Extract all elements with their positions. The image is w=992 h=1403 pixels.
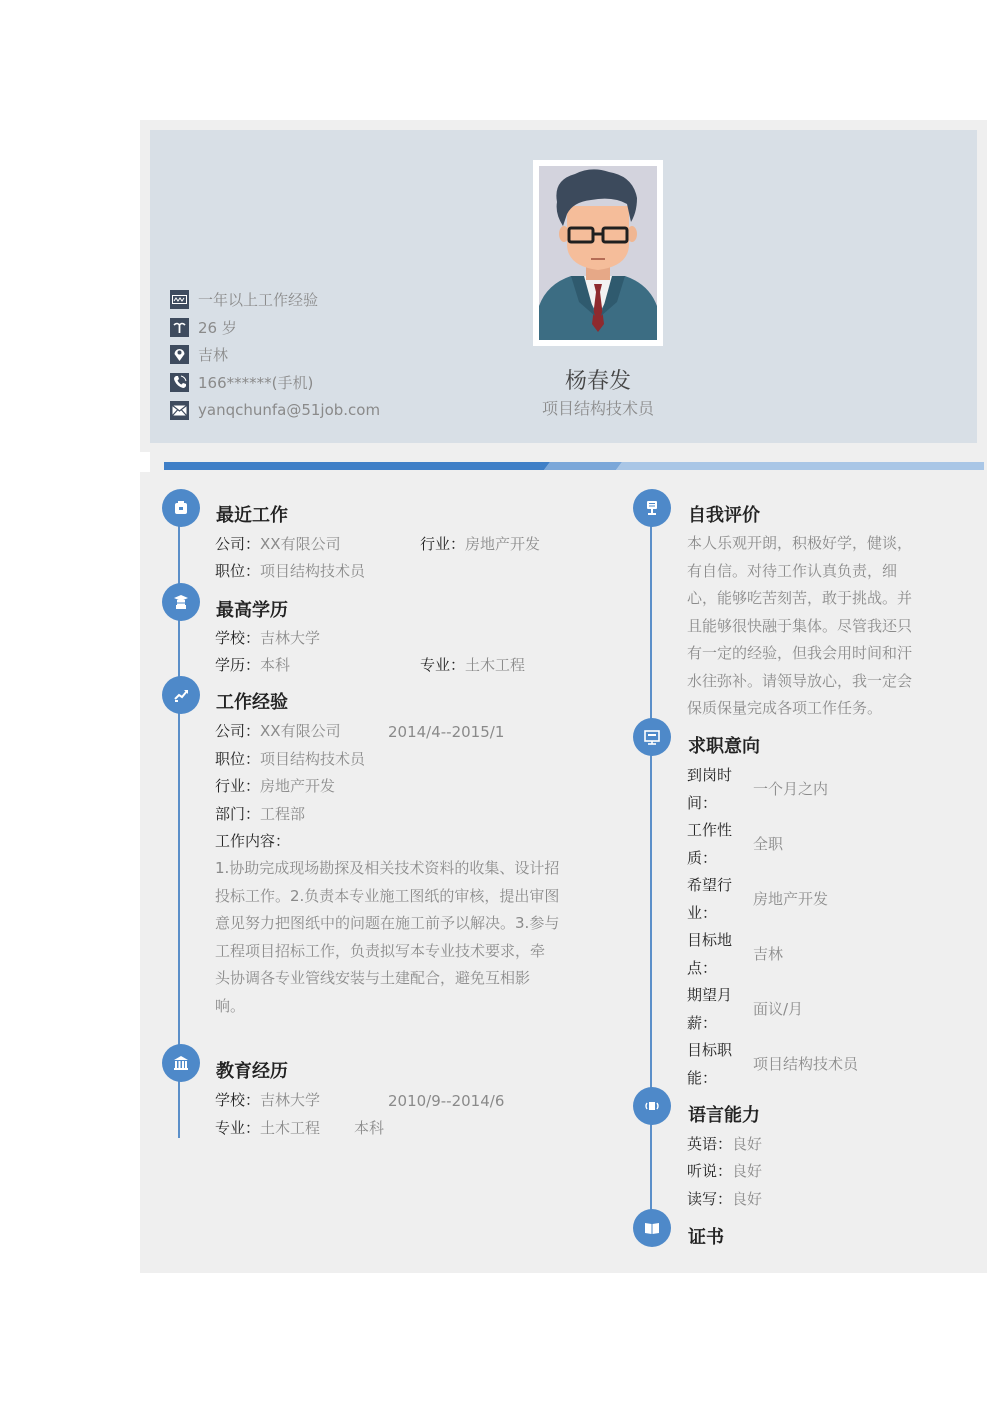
info-age	[170, 317, 237, 337]
eval-line: 且能够很快融于集体。尽管我还只	[687, 616, 913, 635]
section-title-work-exp: 工作经验	[216, 692, 288, 713]
label: 学校：	[215, 1091, 261, 1109]
info-text: 吉林	[198, 345, 229, 364]
value: 工程部	[260, 805, 306, 823]
recent-work-icon	[162, 489, 200, 527]
exp-period: 2014/4--2015/1	[388, 723, 505, 741]
header-gap	[140, 452, 150, 472]
label: 职位：	[215, 750, 261, 768]
exp-position	[215, 749, 365, 769]
job-intent-icon	[633, 718, 671, 756]
recent-position	[215, 561, 365, 581]
avatar	[533, 160, 663, 346]
value: 土木工程	[260, 1119, 321, 1137]
eval-line: 有自信。对待工作认真负责，细	[687, 561, 898, 580]
intent-label: 期望月	[687, 986, 733, 1004]
eval-line: 保质保量完成各项工作任务。	[687, 699, 883, 717]
eval-line: 本人乐观开朗，积极好学，健谈，	[687, 534, 913, 552]
intent-value: 一个月之内	[753, 780, 829, 798]
info-location	[170, 344, 228, 364]
language-item	[687, 1161, 762, 1181]
label: 职位：	[215, 562, 261, 580]
info-phone	[170, 372, 313, 392]
mail-icon	[170, 401, 189, 420]
section-title-self-eval: 自我评价	[688, 505, 760, 526]
education-major	[215, 1118, 320, 1138]
value: 房地产开发	[260, 777, 336, 795]
edu-school	[215, 628, 320, 648]
intent-label: 到岗时	[687, 766, 733, 784]
eval-line: 心，能够吃苦刻苦，敢于挑战。并	[687, 589, 913, 607]
intent-label: 工作性	[687, 821, 733, 839]
education-period: 2010/9--2014/6	[388, 1092, 505, 1110]
location-pin-icon	[170, 345, 189, 364]
intent-label: 间：	[687, 794, 718, 812]
self-evaluation-icon	[633, 489, 671, 527]
book-icon	[633, 1209, 671, 1247]
info-text: yanqchunfa@51job.com	[198, 401, 381, 419]
briefcase-icon	[170, 290, 189, 309]
value: 良好	[732, 1190, 763, 1208]
intent-value: 项目结构技术员	[753, 1055, 859, 1073]
exp-company	[215, 721, 341, 741]
intent-label: 业：	[687, 904, 718, 922]
section-title-education: 教育经历	[216, 1061, 288, 1082]
exp-content-label: 工作内容：	[215, 832, 291, 850]
value: 吉林大学	[260, 1091, 321, 1109]
content-line: 头协调各专业管线安装与土建配合，避免互相影	[215, 969, 531, 987]
label: 学校：	[215, 629, 261, 647]
recent-company	[215, 534, 341, 554]
value: 良好	[732, 1135, 763, 1153]
label: 专业：	[420, 656, 466, 674]
label: 英语：	[687, 1135, 733, 1153]
content-line: 工程项目招标工作，负责拟写本专业技术要求，牵	[215, 941, 546, 960]
value: 项目结构技术员	[260, 750, 366, 768]
speaker-icon	[633, 1087, 671, 1125]
value: 项目结构技术员	[260, 562, 366, 580]
section-divider-band	[164, 462, 984, 470]
language-item	[687, 1189, 762, 1209]
label: 行业：	[420, 535, 466, 553]
value: 良好	[732, 1162, 763, 1180]
intent-label: 质：	[687, 849, 718, 867]
intent-value: 全职	[753, 835, 784, 853]
education-degree: 本科	[354, 1119, 385, 1137]
eval-line: 水往弥补。请领导放心，我一定会	[687, 671, 913, 690]
info-text: 26 岁	[198, 318, 237, 337]
section-title-certificates: 证书	[688, 1227, 724, 1248]
work-experience-icon	[162, 676, 200, 714]
edu-major	[420, 655, 525, 675]
age-icon	[170, 318, 189, 337]
intent-label: 能：	[687, 1069, 718, 1087]
label: 专业：	[215, 1119, 261, 1137]
self-eval-text	[687, 530, 927, 723]
eval-line: 有一定的经验，但我会用时间和汗	[687, 644, 913, 662]
recent-industry	[420, 534, 540, 554]
education-school	[215, 1090, 320, 1110]
exp-department	[215, 804, 305, 824]
value: 吉林大学	[260, 629, 321, 647]
section-title-job-intent: 求职意向	[688, 736, 760, 757]
intent-label: 点：	[687, 959, 718, 977]
label: 读写：	[687, 1190, 733, 1208]
value: 房地产开发	[465, 535, 541, 553]
value: XX有限公司	[260, 722, 341, 740]
intent-label: 目标地	[687, 931, 733, 949]
intent-value: 房地产开发	[753, 890, 829, 908]
phone-icon	[170, 373, 189, 392]
section-title-highest-edu: 最高学历	[216, 600, 288, 621]
content-line: 意见努力把图纸中的问题在施工前予以解决。3.参与	[215, 914, 560, 932]
exp-content	[215, 855, 565, 1020]
label: 公司：	[215, 535, 261, 553]
label: 听说：	[687, 1162, 733, 1180]
language-item	[687, 1134, 762, 1154]
intent-label: 薪：	[687, 1014, 718, 1032]
content-line: 1.协助完成现场勘探及相关技术资料的收集、设计招	[215, 859, 560, 877]
intent-label: 希望行	[687, 876, 733, 894]
info-email	[170, 400, 380, 420]
info-text: 166******(手机)	[198, 373, 314, 392]
avatar-illustration	[539, 166, 657, 340]
intent-label: 目标职	[687, 1041, 733, 1059]
candidate-job-title: 项目结构技术员	[541, 399, 654, 418]
section-title-recent-work: 最近工作	[216, 505, 288, 526]
content-line: 投标工作。2.负责本专业施工图纸的审核，提出审图	[215, 886, 560, 905]
label: 部门：	[215, 805, 261, 823]
info-text: 一年以上工作经验	[198, 290, 319, 309]
info-experience	[170, 289, 318, 309]
candidate-name: 杨春发	[564, 369, 631, 394]
value: XX有限公司	[260, 535, 341, 553]
value: 本科	[260, 656, 291, 674]
edu-degree	[215, 655, 290, 675]
exp-industry	[215, 776, 335, 796]
section-title-language: 语言能力	[688, 1105, 760, 1126]
graduate-icon	[162, 583, 200, 621]
intent-value: 面议/月	[753, 1000, 804, 1018]
intent-value: 吉林	[753, 945, 784, 963]
label: 行业：	[215, 777, 261, 795]
content-line: 响。	[215, 996, 246, 1015]
label: 学历：	[215, 656, 261, 674]
label: 公司：	[215, 722, 261, 740]
value: 土木工程	[465, 656, 526, 674]
school-building-icon	[162, 1044, 200, 1082]
